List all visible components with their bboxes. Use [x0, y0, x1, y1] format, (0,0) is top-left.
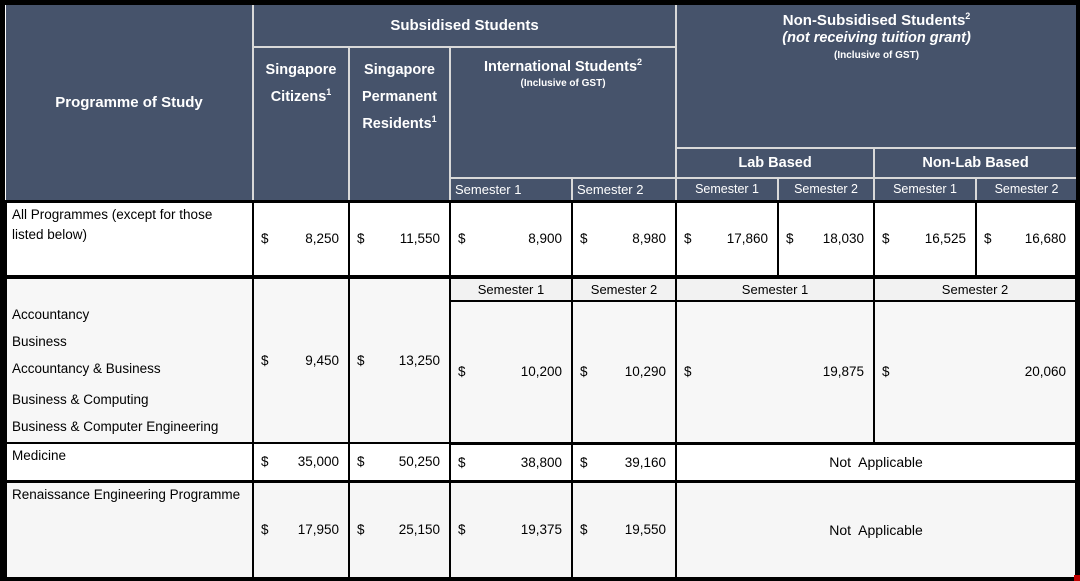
singapore-pr-text: Singapore Permanent Residents	[362, 62, 437, 132]
programme-name: Business	[12, 334, 67, 349]
header-lab-semester-2: Semester 2	[778, 178, 874, 201]
amount: 35,000	[297, 454, 339, 470]
cell-all-intl-s2	[572, 201, 676, 277]
currency-symbol: $	[261, 522, 269, 538]
cell-all-nonlab-s1	[874, 201, 976, 277]
row-medicine	[6, 443, 1076, 481]
subheader-intl-semester-2: Semester 2	[572, 277, 676, 301]
currency-symbol: $	[786, 231, 794, 247]
cell-med-intl-s1	[450, 443, 572, 481]
amount: 20,060	[1024, 364, 1067, 380]
amount: 16,525	[924, 231, 967, 247]
currency-symbol: $	[458, 522, 466, 538]
amount: 13,250	[398, 353, 440, 368]
amount: 10,290	[624, 364, 667, 380]
programme-name: Accountancy & Business	[12, 361, 161, 376]
row-all-programmes	[6, 201, 1076, 277]
currency-symbol: $	[357, 231, 365, 247]
label-renaissance: Renaissance Engineering Programme	[6, 481, 253, 578]
amount: 25,150	[398, 522, 440, 538]
non-subsidised-gst-note: (Inclusive of GST)	[834, 50, 920, 61]
amount: 9,450	[305, 353, 339, 368]
label-medicine: Medicine	[6, 443, 253, 481]
amount: 19,875	[822, 364, 865, 380]
header-non-subsidised-students	[676, 5, 1076, 148]
cell-biz-pr	[349, 277, 450, 443]
row-semester-subheader	[6, 277, 1076, 301]
non-subsidised-subtitle: (not receiving tuition grant)	[782, 30, 971, 46]
label-all-programmes: All Programmes (except for those listed below)	[6, 201, 253, 277]
singapore-pr-footnote-sup: 1	[431, 113, 437, 124]
cell-ren-sc	[253, 481, 349, 578]
header-intl-semester-1: Semester 1	[450, 178, 572, 201]
header-row-top	[6, 5, 1076, 47]
currency-symbol: $	[984, 231, 992, 247]
cell-biz-intl-s2	[572, 301, 676, 443]
header-international-students	[450, 47, 676, 178]
international-title-text: International Students	[483, 59, 638, 75]
currency-symbol: $	[580, 231, 588, 247]
non-subsidised-title	[677, 12, 1076, 29]
subheader-nonlab-semester-2: Semester 2	[874, 277, 1076, 301]
subheader-lab-semester-1: Semester 1	[676, 277, 874, 301]
currency-symbol: $	[684, 231, 692, 247]
currency-symbol: $	[458, 364, 466, 380]
amount: 8,980	[632, 231, 667, 247]
non-subsidised-footnote-sup: 2	[965, 11, 971, 21]
amount: 8,250	[305, 231, 339, 247]
cell-biz-lab	[676, 301, 874, 443]
cell-ren-intl-s2	[572, 481, 676, 578]
cell-biz-intl-s1	[450, 301, 572, 443]
cell-all-lab-s2	[778, 201, 874, 277]
cell-all-lab-s1	[676, 201, 778, 277]
amount: 19,375	[520, 522, 562, 538]
cell-biz-nonlab	[874, 301, 1076, 443]
amount: 10,200	[520, 364, 562, 380]
programme-name: Business & Computing	[12, 392, 149, 407]
cell-biz-sc	[253, 277, 349, 443]
cell-med-intl-s2	[572, 443, 676, 481]
amount: 17,950	[297, 522, 339, 538]
header-nonlab-semester-1: Semester 1	[874, 178, 976, 201]
amount: 8,900	[528, 231, 562, 247]
header-subsidised-students: Subsidised Students	[253, 5, 676, 47]
row-renaissance	[6, 481, 1076, 578]
international-title	[451, 59, 675, 75]
header-programme-of-study: Programme of Study	[6, 5, 253, 201]
currency-symbol: $	[882, 364, 890, 380]
amount: 38,800	[520, 454, 562, 470]
currency-symbol: $	[357, 454, 365, 470]
header-lab-based: Lab Based	[676, 148, 874, 178]
programme-name: Business & Computer Engineering	[12, 419, 219, 434]
header-intl-semester-2: Semester 2	[572, 178, 676, 201]
currency-symbol: $	[580, 522, 588, 538]
currency-symbol: $	[580, 364, 588, 380]
singapore-citizens-text: Singapore Citizens	[265, 62, 337, 105]
currency-symbol: $	[882, 231, 890, 247]
label-business-group	[6, 277, 253, 443]
amount: 11,550	[399, 231, 440, 247]
cell-ren-not-applicable: Not Applicable	[676, 481, 1076, 578]
subheader-intl-semester-1: Semester 1	[450, 277, 572, 301]
cell-med-pr	[349, 443, 450, 481]
currency-symbol: $	[261, 231, 269, 247]
red-corner-artifact	[1074, 575, 1080, 581]
cell-all-intl-s1	[450, 201, 572, 277]
currency-symbol: $	[357, 522, 365, 538]
header-nonlab-semester-2: Semester 2	[976, 178, 1076, 201]
amount: 18,030	[822, 231, 865, 247]
currency-symbol: $	[261, 454, 269, 470]
non-subsidised-title-text: Non-Subsidised Students	[782, 12, 966, 29]
currency-symbol: $	[684, 364, 692, 380]
cell-med-not-applicable: Not Applicable	[676, 443, 1076, 481]
header-lab-semester-1: Semester 1	[676, 178, 778, 201]
currency-symbol: $	[357, 353, 365, 368]
header-non-lab-based: Non-Lab Based	[874, 148, 1076, 178]
amount: 39,160	[624, 454, 667, 470]
cell-ren-pr	[349, 481, 450, 578]
programme-name: Accountancy	[12, 307, 90, 322]
amount: 50,250	[398, 454, 440, 470]
currency-symbol: $	[261, 353, 269, 368]
international-footnote-sup: 2	[637, 57, 643, 68]
cell-med-sc	[253, 443, 349, 481]
cell-all-pr	[349, 201, 450, 277]
header-singapore-permanent-residents	[349, 47, 450, 201]
tuition-fees-table	[5, 5, 1077, 579]
currency-symbol: $	[458, 231, 466, 247]
amount: 17,860	[726, 231, 769, 247]
singapore-citizens-footnote-sup: 1	[326, 86, 332, 97]
international-gst-note: (Inclusive of GST)	[520, 78, 606, 89]
cell-all-sc	[253, 201, 349, 277]
header-singapore-citizens	[253, 47, 349, 201]
currency-symbol: $	[580, 454, 588, 470]
amount: 19,550	[624, 522, 667, 538]
currency-symbol: $	[458, 454, 466, 470]
amount: 16,680	[1024, 231, 1067, 247]
cell-all-nonlab-s2	[976, 201, 1076, 277]
cell-ren-intl-s1	[450, 481, 572, 578]
